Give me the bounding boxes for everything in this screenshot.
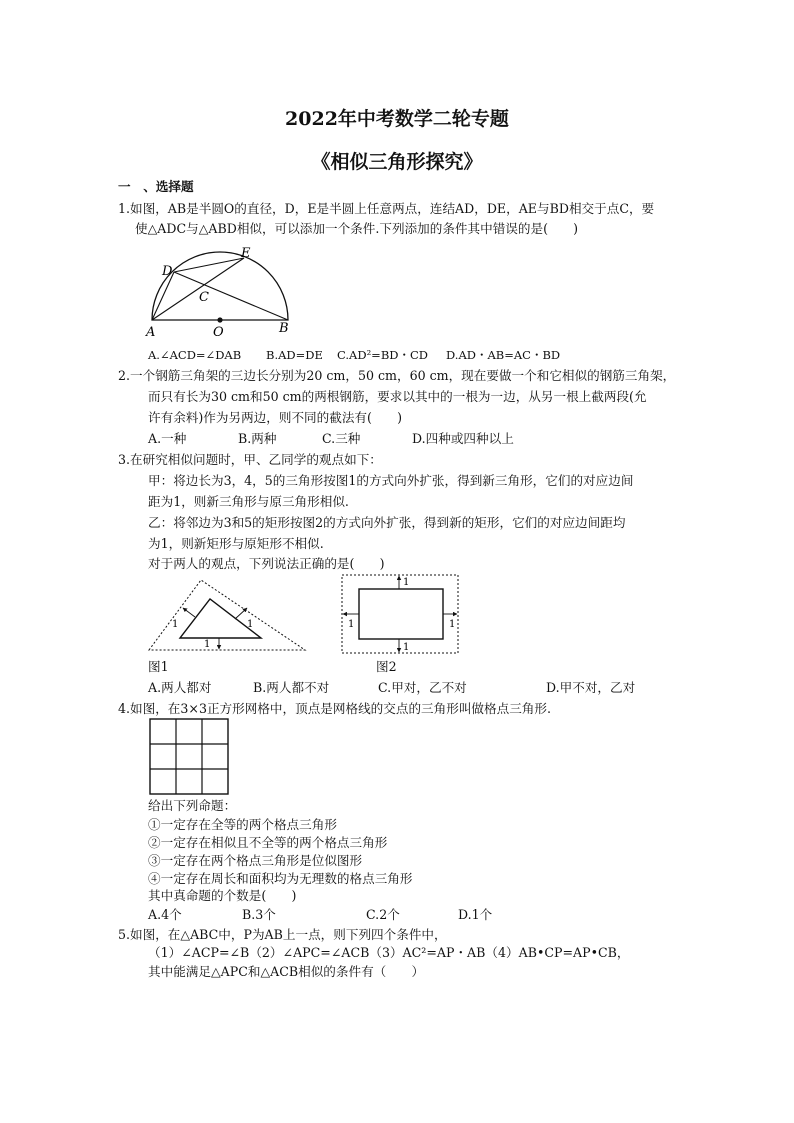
q4-proposition-3: ③一定存在两个格点三角形是位似图形 [148,853,363,868]
q3-fig2-gap-bottom: 1 [403,642,410,653]
q3-figure1-triangle [145,572,307,654]
q1-label-a: A [146,325,156,338]
q4-grid-figure [148,717,230,796]
q2-option-d: D.四种或四种以上 [412,431,514,446]
q2-text-line2: 而只有长为30 cm和50 cm的两根钢筋，要求以其中的一根为一边，从另一根上截两段(允 [148,389,647,404]
q3-text-line6: 对于两人的观点，下列说法正确的是( ) [148,556,385,571]
q4-option-c: C.2个 [366,907,400,922]
q3-text-line2: 甲：将边长为3，4，5的三角形按图1的方式向外扩张，得到新三角形，它们的对应边间 [148,473,634,488]
q1-label-d: D [162,264,173,279]
q2-text-line3: 许有余料)作为另两边，则不同的截法有( ) [148,410,403,425]
q3-option-c: C.甲对，乙不对 [378,680,467,695]
q1-label-c: C [199,290,209,305]
q3-figure1-caption: 图1 [148,659,169,674]
q1-option-b: B.AD=DE [266,348,323,362]
q3-text-line1: 3.在研究相似问题时，甲、乙同学的观点如下： [118,452,382,467]
page-subtitle: 《相似三角形探究》 [311,151,483,173]
q3-text-line5: 为1，则新矩形与原矩形不相似. [148,536,324,551]
q3-option-a: A.两人都对 [148,680,212,695]
q1-option-a: A.∠ACD=∠DAB [148,348,242,362]
q2-text-line1: 2.一个钢筋三角架的三边长分别为20 cm，50 cm，60 cm，现在要做一个和它相似的钢筋三角架， [118,368,676,383]
q4-option-a: A.4个 [148,907,182,922]
q1-semicircle-figure [140,240,300,338]
q4-text-line3: 其中真命题的个数是( ) [148,888,297,903]
q3-fig2-gap-right: 1 [449,619,456,630]
q3-figure2-caption: 图2 [376,659,397,674]
q4-proposition-1: ①一定存在全等的两个格点三角形 [148,817,337,832]
q1-option-c: C.AD²=BD・CD [337,348,429,362]
q3-option-d: D.甲不对，乙对 [546,680,636,695]
q3-text-line4: 乙：将邻边为3和5的矩形按图2的方式向外扩张，得到新的矩形，它们的对应边间距均 [148,515,626,530]
q4-proposition-4: ④一定存在周长和面积均为无理数的格点三角形 [148,871,413,886]
q3-fig1-gap-right: 1 [247,619,254,630]
q3-fig1-gap-left: 1 [172,619,179,630]
q1-label-e: E [241,246,251,261]
q3-text-line3: 距为1，则新三角形与原三角形相似. [148,494,349,509]
page-title: 2022年中考数学二轮专题 [285,108,509,130]
q5-text-line3: 其中能满足△APC和△ACB相似的条件有（ ） [148,964,425,979]
q1-text-line1: 1.如图，AB是半圆O的直径，D，E是半圆上任意两点，连结AD，DE，AE与BD相交于点C，要 [118,201,655,216]
section-heading: 一 、选择题 [118,179,194,194]
q4-option-b: B.3个 [242,907,276,922]
q3-fig2-gap-top: 1 [403,577,410,588]
q5-text-line1: 5.如图，在△ABC中，P为AB上一点，则下列四个条件中， [118,927,447,942]
q4-text-line2: 给出下列命题： [148,798,237,813]
q4-text-line1: 4.如图，在3×3正方形网格中，顶点是网格线的交点的三角形叫做格点三角形. [118,701,552,716]
q2-option-c: C.三种 [322,431,361,446]
q3-fig2-gap-left: 1 [348,619,355,630]
q3-figure2-rectangle [339,572,461,656]
q1-option-d: D.AD・AB=AC・BD [446,348,561,362]
q1-label-o: O [213,325,224,338]
q5-conditions: （1）∠ACP=∠B（2）∠APC=∠ACB（3）AC²=AP・AB（4）AB•CP=AP•CB， [148,945,630,960]
q2-option-b: B.两种 [238,431,277,446]
q4-option-d: D.1个 [458,907,493,922]
q4-proposition-2: ②一定存在相似且不全等的两个格点三角形 [148,835,388,850]
q1-text-line2: 使△ADC与△ABD相似，可以添加一个条件.下列添加的条件其中错误的是( ) [135,221,579,236]
q3-option-b: B.两人都不对 [253,680,330,695]
q1-label-b: B [279,321,289,336]
q2-option-a: A.一种 [148,431,187,446]
q3-fig1-gap-bottom: 1 [204,639,211,650]
